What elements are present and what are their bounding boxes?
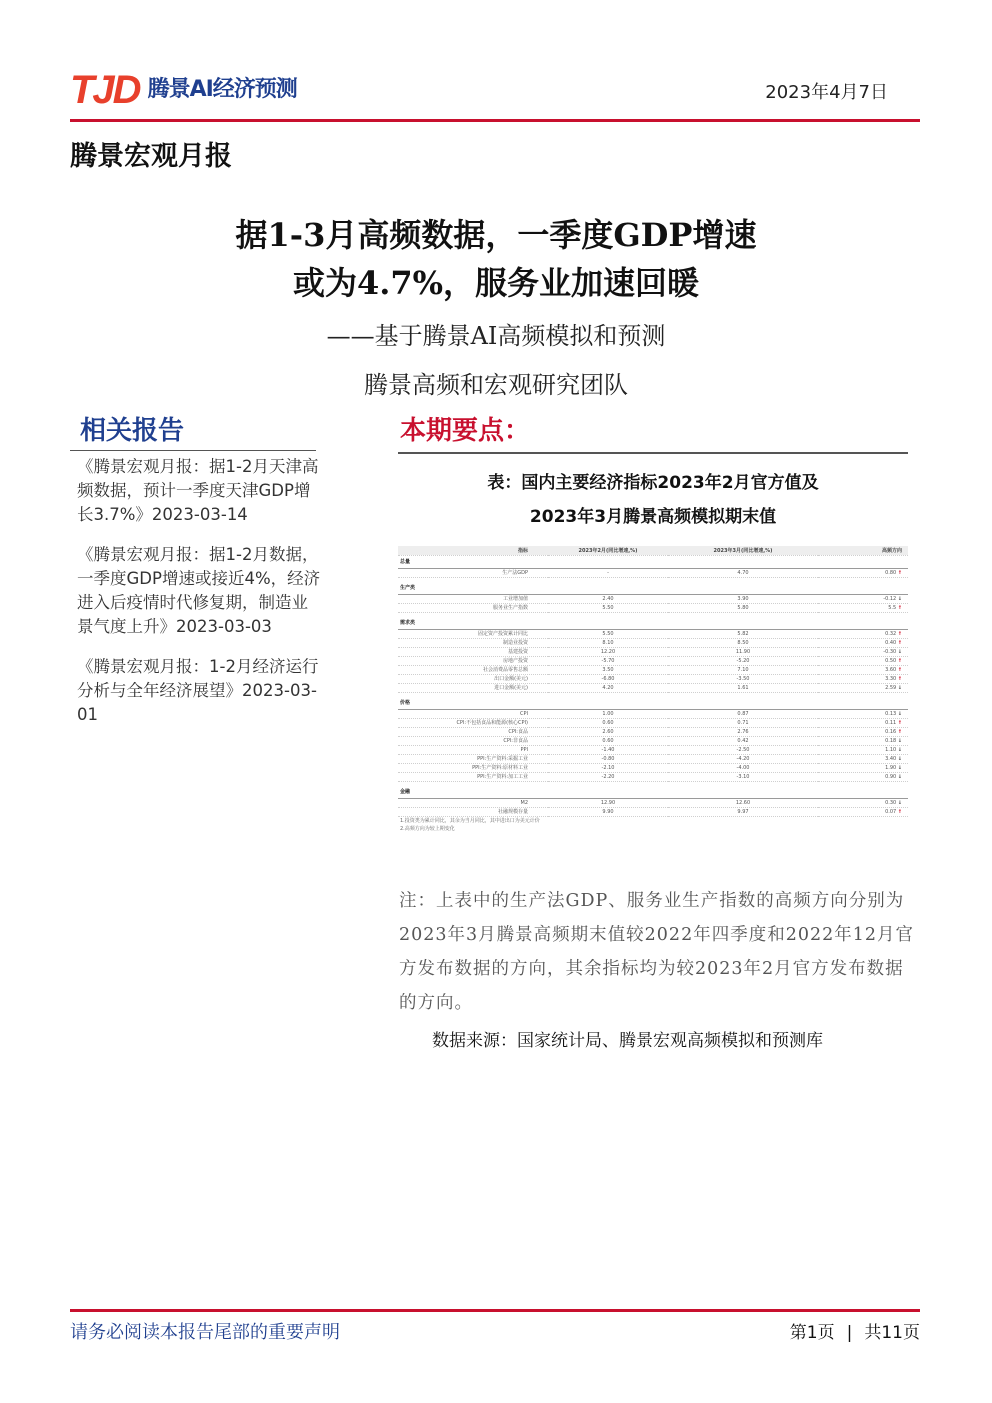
indicator-name: CPI:非食品 bbox=[398, 737, 548, 746]
arrow-down-icon: ↓ bbox=[897, 747, 902, 753]
arrow-down-icon: ↓ bbox=[897, 596, 902, 602]
table-row bbox=[398, 746, 908, 755]
direction-value: 3.40 bbox=[885, 756, 898, 762]
arrow-down-icon: ↓ bbox=[897, 685, 902, 691]
indicator-name: 出口金额(美元) bbox=[398, 675, 548, 684]
direction-value: 0.07 bbox=[885, 809, 898, 815]
table-row bbox=[398, 604, 908, 613]
report-subtitle: ——基于腾景AI高频模拟和预测 bbox=[326, 322, 666, 350]
logo-text: 腾景AI经济预测 bbox=[147, 77, 297, 102]
feb-value: -1.40 bbox=[548, 746, 668, 755]
table-caption-line-2: 2023年3月腾景高频模拟期末值 bbox=[529, 507, 777, 527]
table-category-label: 金融 bbox=[398, 786, 908, 799]
table-row bbox=[398, 719, 908, 728]
mar-value: -4.20 bbox=[668, 755, 818, 764]
feb-value: 3.50 bbox=[548, 666, 668, 675]
direction-value: 0.18 bbox=[885, 738, 898, 744]
feb-value: 12.20 bbox=[548, 648, 668, 657]
direction-cell bbox=[818, 666, 908, 675]
direction-value: 0.13 bbox=[885, 711, 898, 717]
direction-cell bbox=[818, 764, 908, 773]
indicator-name: 基建投资 bbox=[398, 648, 548, 657]
indicator-name: M2 bbox=[398, 799, 548, 808]
mar-value: -5.20 bbox=[668, 657, 818, 666]
table-row bbox=[398, 799, 908, 808]
table-note: 1.投资类为累计同比，其余为当月同比，其中进出口为美元计价 bbox=[400, 818, 540, 824]
direction-cell bbox=[818, 737, 908, 746]
left-column-divider bbox=[70, 450, 316, 451]
arrow-down-icon: ↓ bbox=[897, 649, 902, 655]
table-row bbox=[398, 773, 908, 782]
feb-value: -6.80 bbox=[548, 675, 668, 684]
direction-value: 0.80 bbox=[885, 570, 898, 576]
arrow-down-icon: ↓ bbox=[897, 800, 902, 806]
related-report-link[interactable]: 《腾景宏观月报：1-2月经济运行分析与全年经济展望》2023-03-01 bbox=[77, 657, 319, 724]
arrow-up-icon: ↑ bbox=[897, 667, 902, 673]
logo-mark: TJD bbox=[70, 68, 140, 112]
report-date: 2023年4月7日 bbox=[765, 82, 888, 103]
table-note: 2.高频方向为较上期变化 bbox=[400, 826, 455, 832]
feb-value: 4.20 bbox=[548, 684, 668, 693]
mar-value: 4.70 bbox=[668, 569, 818, 578]
direction-value: 0.30 bbox=[885, 800, 898, 806]
direction-value: 3.30 bbox=[885, 676, 898, 682]
arrow-up-icon: ↑ bbox=[897, 658, 902, 664]
table-row bbox=[398, 595, 908, 604]
direction-value: -0.30 bbox=[883, 649, 898, 655]
series-title: 腾景宏观月报 bbox=[70, 141, 232, 172]
related-reports-list bbox=[77, 455, 321, 743]
table-row bbox=[398, 630, 908, 639]
direction-cell bbox=[818, 657, 908, 666]
indicator-name: 服务业生产指数 bbox=[398, 604, 548, 613]
mar-value: 3.90 bbox=[668, 595, 818, 604]
direction-value: 0.50 bbox=[885, 658, 898, 664]
table-header-row bbox=[398, 546, 908, 556]
footer-divider bbox=[70, 1309, 920, 1312]
related-reports-heading: 相关报告 bbox=[80, 416, 185, 446]
table-header-cell: 高频方向 bbox=[818, 546, 908, 556]
direction-value: 5.5 bbox=[888, 605, 898, 611]
arrow-up-icon: ↑ bbox=[897, 720, 902, 726]
table-row bbox=[398, 675, 908, 684]
research-team: 腾景高频和宏观研究团队 bbox=[364, 371, 628, 399]
page-number: 第1页 bbox=[789, 1323, 835, 1343]
table-body bbox=[398, 556, 908, 834]
table-row bbox=[398, 666, 908, 675]
mar-value: 8.50 bbox=[668, 639, 818, 648]
table-category-row bbox=[398, 582, 908, 595]
direction-cell bbox=[818, 569, 908, 578]
mar-value: 0.42 bbox=[668, 737, 818, 746]
table-row bbox=[398, 639, 908, 648]
header-divider bbox=[70, 119, 920, 122]
direction-value: 0.32 bbox=[885, 631, 898, 637]
direction-cell bbox=[818, 808, 908, 817]
direction-cell bbox=[818, 639, 908, 648]
page-total: 共11页 bbox=[864, 1323, 920, 1343]
mar-value: -4.00 bbox=[668, 764, 818, 773]
direction-cell bbox=[818, 799, 908, 808]
table-category-label: 生产类 bbox=[398, 582, 908, 595]
arrow-down-icon: ↓ bbox=[897, 774, 902, 780]
mar-value: 11.90 bbox=[668, 648, 818, 657]
arrow-up-icon: ↑ bbox=[897, 676, 902, 682]
arrow-up-icon: ↑ bbox=[897, 809, 902, 815]
arrow-down-icon: ↓ bbox=[897, 756, 902, 762]
direction-cell bbox=[818, 746, 908, 755]
indicator-name: CPI bbox=[398, 710, 548, 719]
indicator-name: 固定资产投资累计同比 bbox=[398, 630, 548, 639]
table-category-label: 需求类 bbox=[398, 617, 908, 630]
feb-value: -5.70 bbox=[548, 657, 668, 666]
direction-cell bbox=[818, 710, 908, 719]
table-footnote: 注：上表中的生产法GDP、服务业生产指数的高频方向分别为2023年3月腾景高频期末值较2022年四季度和2022年12月官方发布数据的方向，其余指标均为较2023年2月官方发布数据的方向。 bbox=[399, 891, 915, 1013]
direction-cell bbox=[818, 604, 908, 613]
feb-value: 0.60 bbox=[548, 719, 668, 728]
table-row bbox=[398, 684, 908, 693]
mar-value: 5.80 bbox=[668, 604, 818, 613]
page-indicator bbox=[790, 1318, 920, 1343]
feb-value: 9.90 bbox=[548, 808, 668, 817]
indicator-name: 社融规模存量 bbox=[398, 808, 548, 817]
mar-value: 0.71 bbox=[668, 719, 818, 728]
report-title-line-2: 或为4.7%，服务业加速回暖 bbox=[292, 264, 700, 302]
table-header-cell: 2023年2月(同比增速,%) bbox=[548, 546, 668, 556]
table-category-label: 总量 bbox=[398, 556, 908, 569]
table-note-row bbox=[398, 817, 908, 826]
indicator-name: PPI bbox=[398, 746, 548, 755]
indicator-name: 生产法GDP bbox=[398, 569, 548, 578]
indicator-name: PPI:生产资料:采掘工业 bbox=[398, 755, 548, 764]
mar-value: 1.61 bbox=[668, 684, 818, 693]
indicator-name: 制造业投资 bbox=[398, 639, 548, 648]
table-category-row bbox=[398, 697, 908, 710]
direction-value: 1.10 bbox=[885, 747, 898, 753]
related-report-link[interactable]: 《腾景宏观月报：据1-2月数据，一季度GDP增速或接近4%，经济进入后疫情时代修复期，制造业景气度上升》2023-03-03 bbox=[77, 545, 321, 636]
mar-value: -3.50 bbox=[668, 675, 818, 684]
mar-value: -3.10 bbox=[668, 773, 818, 782]
mar-value: 0.87 bbox=[668, 710, 818, 719]
page-separator: | bbox=[846, 1323, 853, 1343]
arrow-up-icon: ↑ bbox=[897, 605, 902, 611]
indicator-name: CPI:不包括食品和能源(核心CPI) bbox=[398, 719, 548, 728]
direction-cell bbox=[818, 630, 908, 639]
indicator-name: 社会消费品零售总额 bbox=[398, 666, 548, 675]
mar-value: 9.97 bbox=[668, 808, 818, 817]
feb-value: - bbox=[548, 569, 668, 578]
mar-value: 2.76 bbox=[668, 728, 818, 737]
table-row bbox=[398, 755, 908, 764]
table-category-row bbox=[398, 786, 908, 799]
direction-cell bbox=[818, 773, 908, 782]
mar-value: 12.60 bbox=[668, 799, 818, 808]
direction-cell bbox=[818, 684, 908, 693]
arrow-down-icon: ↓ bbox=[897, 765, 902, 771]
arrow-down-icon: ↓ bbox=[897, 738, 902, 744]
feb-value: -2.10 bbox=[548, 764, 668, 773]
brand-logo bbox=[70, 70, 297, 110]
arrow-down-icon: ↓ bbox=[897, 711, 902, 717]
direction-cell bbox=[818, 648, 908, 657]
related-report-link[interactable]: 《腾景宏观月报：据1-2月天津高频数据，预计一季度天津GDP增长3.7%》2023-03-14 bbox=[77, 457, 319, 524]
feb-value: 12.90 bbox=[548, 799, 668, 808]
feb-value: 2.60 bbox=[548, 728, 668, 737]
direction-value: 3.60 bbox=[885, 667, 898, 673]
table-category-row bbox=[398, 617, 908, 630]
table-row bbox=[398, 808, 908, 817]
table-category-row bbox=[398, 556, 908, 569]
direction-value: 0.40 bbox=[885, 640, 898, 646]
indicator-table bbox=[398, 546, 908, 833]
table-row bbox=[398, 569, 908, 578]
table-caption-line-1: 表：国内主要经济指标2023年2月官方值及 bbox=[487, 473, 819, 493]
table-header-cell: 2023年3月(同比增速,%) bbox=[668, 546, 818, 556]
feb-value: 2.40 bbox=[548, 595, 668, 604]
table-row bbox=[398, 648, 908, 657]
feb-value: -0.80 bbox=[548, 755, 668, 764]
feb-value: 8.10 bbox=[548, 639, 668, 648]
key-points-heading: 本期要点： bbox=[400, 416, 531, 446]
direction-value: 0.11 bbox=[885, 720, 898, 726]
table-note-row bbox=[398, 825, 908, 833]
indicator-name: 房地产投资 bbox=[398, 657, 548, 666]
direction-value: 2.59 bbox=[885, 685, 898, 691]
mar-value: -2.50 bbox=[668, 746, 818, 755]
mar-value: 5.82 bbox=[668, 630, 818, 639]
direction-value: 0.90 bbox=[885, 774, 898, 780]
indicator-name: PPI:生产资料:原材料工业 bbox=[398, 764, 548, 773]
arrow-up-icon: ↑ bbox=[897, 640, 902, 646]
direction-cell bbox=[818, 728, 908, 737]
direction-cell bbox=[818, 755, 908, 764]
data-source: 数据来源：国家统计局、腾景宏观高频模拟和预测库 bbox=[432, 1031, 823, 1051]
feb-value: 1.00 bbox=[548, 710, 668, 719]
direction-value: 1.90 bbox=[885, 765, 898, 771]
report-title-line-1: 据1-3月高频数据，一季度GDP增速 bbox=[235, 216, 757, 254]
arrow-up-icon: ↑ bbox=[897, 631, 902, 637]
feb-value: 5.50 bbox=[548, 630, 668, 639]
feb-value: -2.20 bbox=[548, 773, 668, 782]
direction-value: 0.16 bbox=[885, 729, 898, 735]
indicator-name: PPI:生产资料:加工工业 bbox=[398, 773, 548, 782]
arrow-up-icon: ↑ bbox=[897, 729, 902, 735]
indicator-name: CPI:食品 bbox=[398, 728, 548, 737]
table-row bbox=[398, 728, 908, 737]
table-row bbox=[398, 657, 908, 666]
direction-value: -0.12 bbox=[883, 596, 898, 602]
table-row bbox=[398, 710, 908, 719]
table-row bbox=[398, 737, 908, 746]
mar-value: 7.10 bbox=[668, 666, 818, 675]
indicator-name: 工业增加值 bbox=[398, 595, 548, 604]
disclaimer-link[interactable]: 请务必阅读本报告尾部的重要声明 bbox=[70, 1322, 340, 1343]
arrow-up-icon: ↑ bbox=[897, 570, 902, 576]
right-column-divider bbox=[398, 452, 908, 454]
feb-value: 0.60 bbox=[548, 737, 668, 746]
feb-value: 5.50 bbox=[548, 604, 668, 613]
table-category-label: 价格 bbox=[398, 697, 908, 710]
table-header-cell: 指标 bbox=[398, 546, 548, 556]
table-row bbox=[398, 764, 908, 773]
direction-cell bbox=[818, 675, 908, 684]
direction-cell bbox=[818, 595, 908, 604]
direction-cell bbox=[818, 719, 908, 728]
indicator-name: 进口金额(美元) bbox=[398, 684, 548, 693]
table-caption bbox=[398, 466, 908, 534]
